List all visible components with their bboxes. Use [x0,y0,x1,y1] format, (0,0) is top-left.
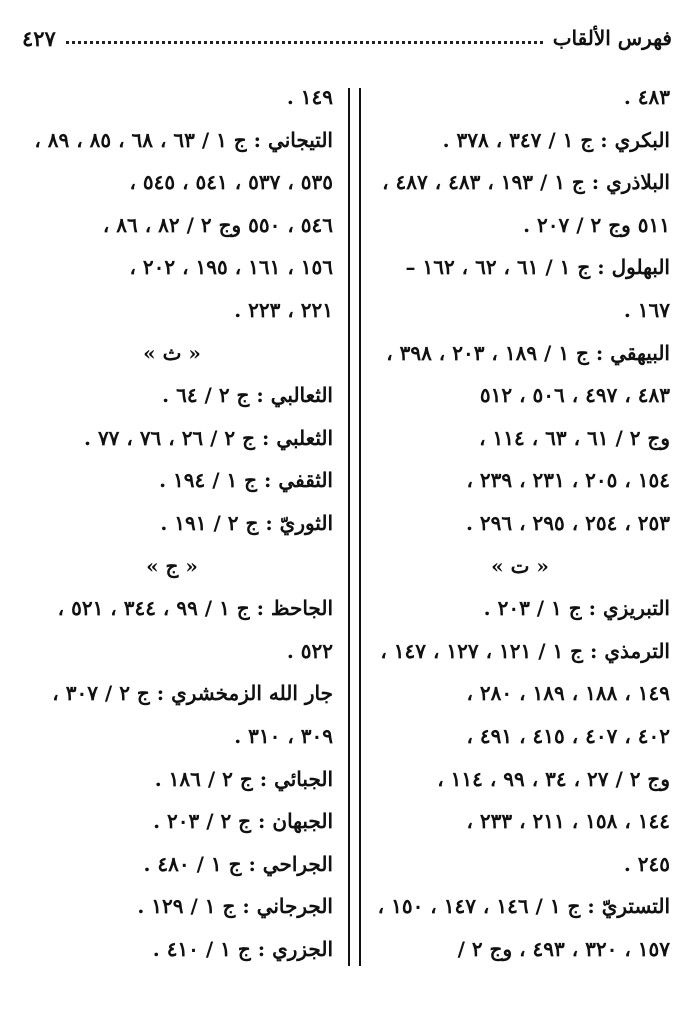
leader-dots [66,41,543,44]
index-entry-line: ٥٢٢ . [286,638,333,663]
section-letter-heading: « ج » [146,553,198,578]
index-entry-line: ٥٤٦ ، ٥٥٠ وج ٢ / ٨٢ ، ٨٦ ، [102,212,333,237]
index-entry-line: البيهقي : ج ١ / ١٨٩ ، ٢٠٣ ، ٣٩٨ ، [386,340,670,365]
index-entry-line: ١٥٤ ، ٢٠٥ ، ٢٣١ ، ٢٣٩ ، [466,468,670,493]
index-entry-line: الترمذي : ج ١ / ١٢١ ، ١٢٧ ، ١٤٧ ، [380,638,670,663]
index-entry-line: الثقفي : ج ١ / ١٩٤ . [159,468,333,493]
index-entry-line: ١٥٧ ، ٣٢٠ ، ٤٩٣ ، وج ٢ / [457,936,670,961]
index-entry-line: البكري : ج ١ / ٣٤٧ ، ٣٧٨ . [442,127,670,152]
page-header [22,18,672,58]
index-entry-line: الثوريّ : ج ٢ / ١٩١ . [160,510,333,535]
index-entry-line: الجبهان : ج ٢ / ٢٠٣ . [153,809,333,834]
index-entry-line: وج ٢ / ٢٧ ، ٣٤ ، ٩٩ ، ١١٤ ، [437,766,670,791]
index-entry-line: ١٤٩ ، ١٨٨ ، ١٨٩ ، ٢٨٠ ، [466,681,670,706]
index-entry-line: ٥١١ وج ٢ / ٢٠٧ . [523,212,670,237]
index-entry-line: ٤٠٢ ، ٤٠٧ ، ٤١٥ ، ٤٩١ ، [466,723,670,748]
column-divider [348,88,361,966]
index-entry-line: البلاذري : ج ١ / ١٩٣ ، ٤٨٣ ، ٤٨٧ ، [382,170,670,195]
index-entry-line: ١٤٤ ، ١٥٨ ، ٢١١ ، ٢٣٣ ، [466,809,670,834]
index-entry-line: البهلول : ج ١ / ٦١ ، ٦٢ ، ١٦٢ – [405,255,670,280]
index-entry-line: ٢٤٥ . [623,851,670,876]
index-entry-line: الجرجاني : ج ١ / ١٢٩ . [137,894,333,919]
right-column [370,76,670,970]
index-entry-line: ٢٢١ ، ٢٢٣ . [234,297,333,322]
page-number: ٤٢٧ [22,25,56,51]
index-entry-line: ٤٨٣ ، ٤٩٧ ، ٥٠٦ ، ٥١٢ [479,383,670,408]
left-column [11,76,333,970]
index-entry-line: الجبائي : ج ٢ / ١٨٦ . [154,766,333,791]
index-entry-line: الجاحظ : ج ١ / ٩٩ ، ٣٤٤ ، ٥٢١ ، [57,596,333,621]
index-entry-line: التستريّ : ج ١ / ١٤٦ ، ١٤٧ ، ١٥٠ ، [377,894,670,919]
index-entry-line: ٤٨٣ . [623,85,670,109]
index-entry-line: ١٦٧ . [623,297,670,322]
section-letter-heading: « ت » [491,553,549,578]
index-entry-line: جار الله الزمخشري : ج ٢ / ٣٠٧ ، [52,681,333,706]
index-entry-line: الجزري : ج ١ / ٤١٠ . [152,936,333,961]
index-entry-line: وج ٢ / ٦١ ، ٦٣ ، ١١٤ ، [479,425,670,450]
index-entry-line: ١٥٦ ، ١٦١ ، ١٩٥ ، ٢٠٢ ، [129,255,333,280]
index-entry-line: ٣٠٩ ، ٣١٠ . [234,723,333,748]
index-entry-line: ٥٣٥ ، ٥٣٧ ، ٥٤١ ، ٥٤٥ ، [129,170,333,195]
index-entry-line: التبريزي : ج ١ / ٢٠٣ . [483,596,670,621]
index-entry-line: التيجاني : ج ١ / ٦٣ ، ٦٨ ، ٨٥ ، ٨٩ ، [34,127,333,152]
section-letter-heading: « ث » [143,340,201,365]
index-entry-line: الثعالبي : ج ٢ / ٦٤ . [162,383,333,408]
index-entry-line: ١٤٩ . [286,85,333,109]
index-entry-line: ٢٥٣ ، ٢٥٤ ، ٢٩٥ ، ٢٩٦ . [465,510,670,535]
index-entry-line: الجراحي : ج ١ / ٤٨٠ . [143,851,333,876]
index-entry-line: الثعلبي : ج ٢ / ٢٦ ، ٧٦ ، ٧٧ . [84,425,333,450]
running-title: فهرس الألقاب [552,26,672,50]
